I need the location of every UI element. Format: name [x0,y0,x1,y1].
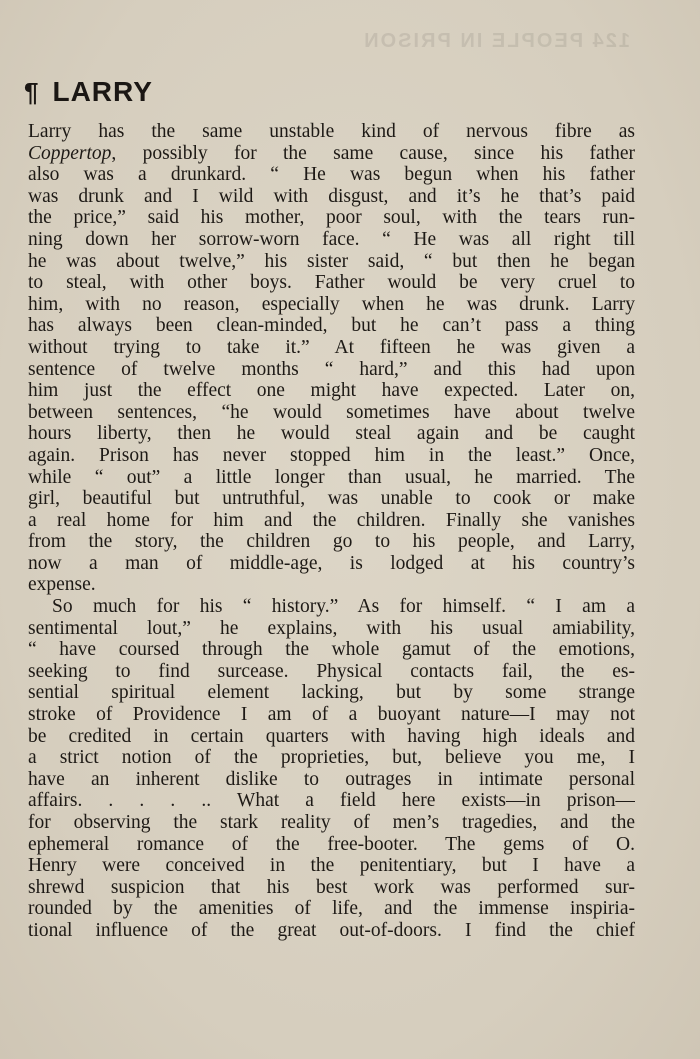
section-title: LARRY [52,76,153,107]
text-line: to steal, with other boys. Father would be very cruel to [28,272,635,294]
text-line: between sentences, “he would sometimes have about twelve [28,401,635,423]
text-line [28,143,635,165]
text-line: “ have coursed through the whole gamut of the emotions, [28,639,635,661]
section-heading [24,74,153,110]
text-line: the price,” said his mother, poor soul, with the tears run- [28,207,635,229]
pilcrow-icon: ¶ [24,76,39,107]
text-line: while “ out” a little longer than usual, he married. The [28,466,635,488]
text-line: So much for his “ history.” As for himself. “ I am a [52,596,635,618]
text-line: he was about twelve,” his sister said, “ but then he began [28,250,635,272]
text-line: affairs. . . . .. What a field here exists—in prison— [28,790,635,812]
text-line: expense. [28,574,96,596]
text-line: rounded by the amenities of life, and the immense inspiria- [28,898,635,920]
show-through-running-head: 124 PEOPLE IN PRISON [362,30,630,52]
text-line-rest: , possibly for the same cause, since his father [111,142,635,164]
text-line: hours liberty, then he would steal again and be caught [28,423,635,445]
text-line: shrewd suspicion that his best work was performed sur- [28,876,635,898]
text-line: have an inherent dislike to outrages in intimate personal [28,768,635,790]
text-line: stroke of Providence I am of a buoyant nature—I may not [28,704,635,726]
text-line: girl, beautiful but untruthful, was unable to cook or make [28,488,635,510]
text-line: now a man of middle-age, is lodged at his country’s [28,552,635,574]
text-line: from the story, the children go to his people, and Larry, [28,531,635,553]
text-line: be credited in certain quarters with having high ideals and [28,725,635,747]
text-line: also was a drunkard. “ He was begun when his father [28,164,635,186]
text-line: him just the effect one might have expected. Later on, [28,380,635,402]
text-line: ephemeral romance of the free-booter. The gems of O. [28,833,635,855]
text-line: Henry were conceived in the penitentiary, but I have a [28,855,635,877]
text-line: seeking to find surcease. Physical contacts fail, the es- [28,660,635,682]
text-line [28,121,635,143]
text-line: sentence of twelve months “ hard,” and this had upon [28,358,635,380]
text-line: tional influence of the great out-of-doors. I find the chief [28,919,635,941]
text-line: sential spiritual element lacking, but by some strange [28,682,635,704]
text-line: ning down her sorrow-worn face. “ He was all right till [28,228,635,250]
text-line: sentimental lout,” he explains, with his usual amiability, [28,617,635,639]
book-reference: Coppertop [28,142,112,164]
text-line: again. Prison has never stopped him in the least.” Once, [28,444,635,466]
text-line-start: Larry has the same unstable kind of nervous fibre as [28,121,635,142]
text-line: a strict notion of the proprieties, but, believe you me, I [28,747,635,769]
text-line: has always been clean-minded, but he can’t pass a thing [28,315,635,337]
body-text [28,121,635,942]
text-line: a real home for him and the children. Finally she vanishes [28,509,635,531]
text-line: for observing the stark reality of men’s tragedies, and the [28,812,635,833]
text-line: was drunk and I wild with disgust, and it’s he that’s paid [28,185,635,207]
text-line: without trying to take it.” At fifteen he was given a [28,336,635,358]
text-line: him, with no reason, especially when he was drunk. Larry [28,293,635,315]
